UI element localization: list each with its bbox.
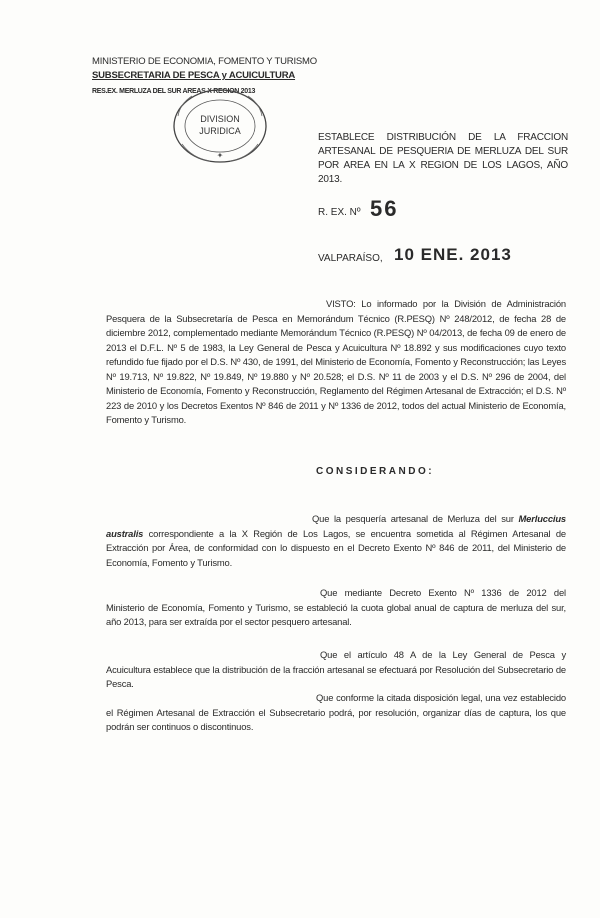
svg-text:✦: ✦ [216, 151, 224, 160]
ministry-name: MINISTERIO DE ECONOMIA, FOMENTO Y TURISMO [92, 56, 317, 67]
division-juridica-stamp [170, 86, 270, 166]
subsecretariat-name: SUBSECRETARIA DE PESCA y ACUICULTURA [92, 70, 296, 81]
stamp-line-2: JURIDICA [199, 126, 241, 136]
place-label: VALPARAÍSO, [318, 253, 383, 264]
stamp-line-1: DIVISION [200, 114, 240, 124]
document-subject: ESTABLECE DISTRIBUCIÓN DE LA FRACCION ARTESANAL DE PESQUERIA DE MERLUZA DEL SUR POR AREA EN LA X REGION DE LOS LAGOS, AÑO 2013. [318, 132, 568, 185]
stamp-graphic [170, 86, 270, 166]
considerando-1 [106, 512, 566, 570]
considerando-3: Que el artículo 48 A de la Ley General de Pesca y Acuicultura establece que la distribución de la fracción artesanal se efectuará por Resolución del Subsecretario de Pesca. [106, 649, 566, 689]
considerando-4: Que conforme la citada disposición legal, una vez establecido el Régimen Artesanal de Extracción el Subsecretario podrá, por resolución, organizar días de captura, los que podrán ser continuos o discontinuos. [106, 692, 566, 732]
considerando-heading: CONSIDERANDO: [316, 466, 435, 477]
considerando-2: Que mediante Decreto Exento Nº 1336 de 2012 del Ministerio de Economía, Fomento y Turismo, se estableció la cuota global anual de captura de merluza del sur, año 2013, para ser extraída por el sector pesquero artesanal. [106, 587, 566, 627]
c1-after: correspondiente a la X Región de Los Lagos, se encuentra sometida al Régimen Artesanal de Extracción por Área, de conformidad con lo dispuesto en el Decreto Exento Nº 846 de 2011, del Ministerio de Economía, Fomento y Turismo. [106, 527, 566, 568]
species-name: Merluccius australis [106, 513, 566, 539]
resolution-label: R. EX. Nº [318, 207, 361, 218]
c1-before: Que la pesquería artesanal de Merluza del sur [312, 513, 519, 524]
resolution-reference: RES.EX. MERLUZA DEL SUR AREAS X REGION 2013 [92, 88, 256, 95]
resolution-number: 56 [370, 196, 399, 221]
visto-paragraph: VISTO: Lo informado por la División de Administración Pesquera de la Subsecretaría de Pesca en Memorándum Técnico (R.PESQ) Nº 248/2012, de fecha 28 de diciembre 2012, complementado mediante Memorándum Técnico (R.PESQ) Nº 04/2013, de fecha 09 de enero de 2013 el D.F.L. Nº 5 de 1983, la Ley General de Pesca y Acuicultura Nº 18.892 y sus modificaciones cuyo texto refundido fue fijado por el D.S. Nº 430, de 1991, del Ministerio de Economía, Fomento y Reconstrucción; las Leyes Nº 19.713, Nº 19.822, Nº 19.849, Nº 19.880 y Nº 20.528; el D.S. Nº 11 de 2003 y el D.S. Nº 296 de 2004, del Ministerio de Economía, Fomento y Reconstrucción, Reglamento del Régimen Artesanal de Extracción; el D.S. Nº 223 de 2010 y los Decretos Exentos Nº 846 de 2011 y Nº 1336 de 2012, todos del actual Ministerio de Economía, Fomento y Turismo. [106, 298, 566, 425]
date-stamp: 10 ENE. 2013 [394, 245, 512, 264]
